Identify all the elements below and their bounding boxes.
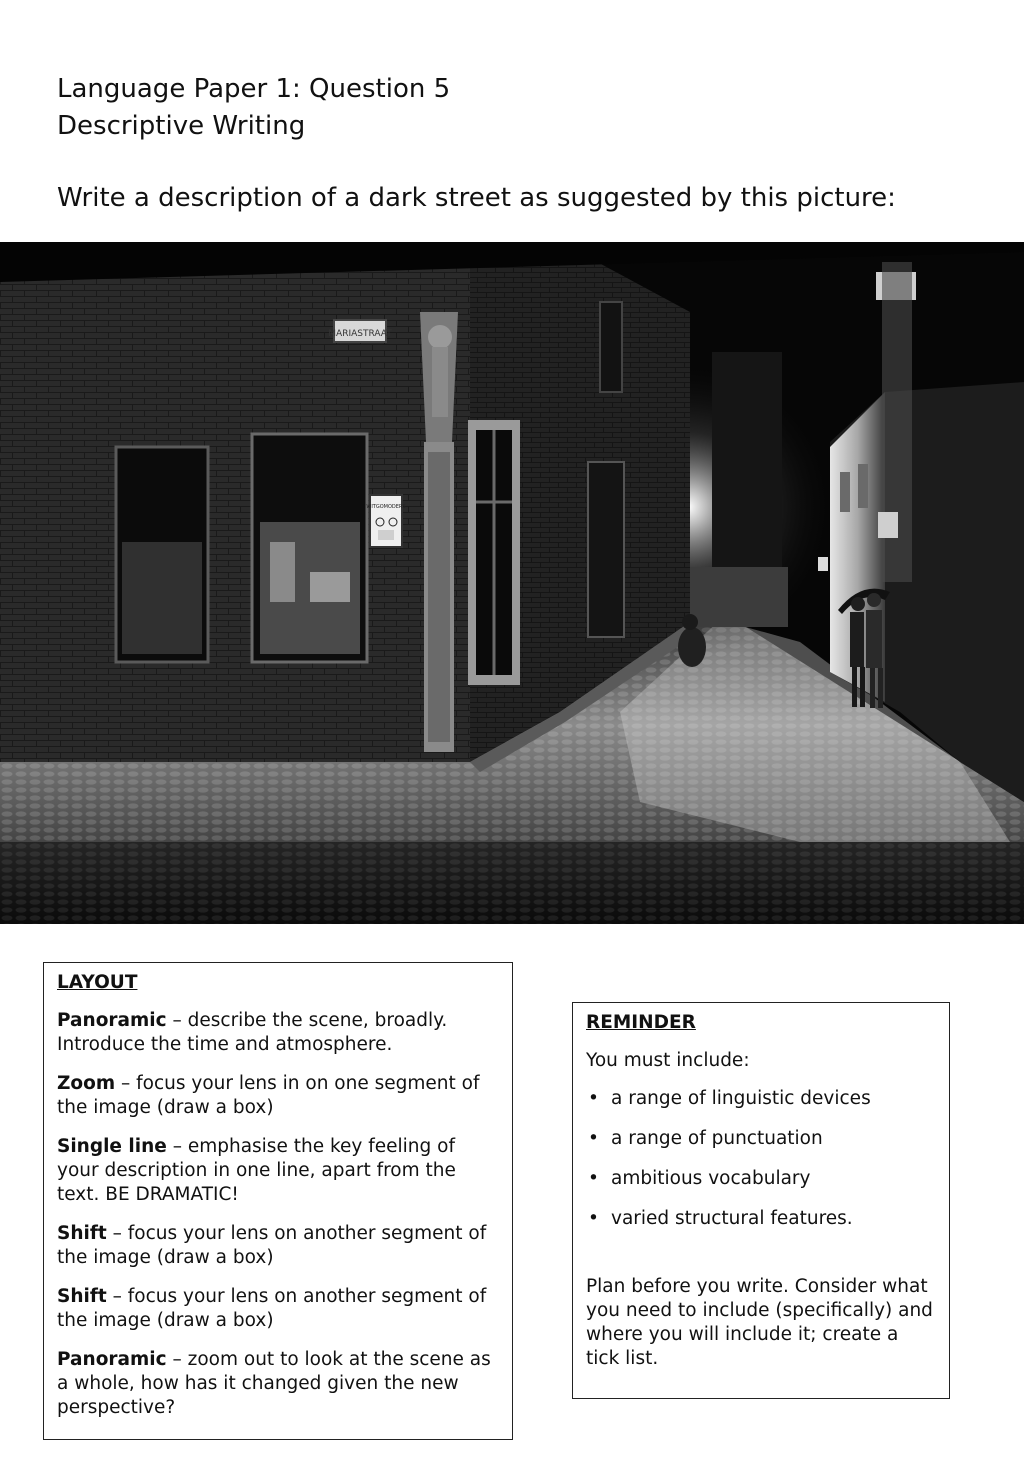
layout-term: Shift (57, 1286, 107, 1307)
layout-term: Shift (57, 1223, 107, 1244)
layout-item (57, 1135, 500, 1207)
layout-desc: – zoom out to look at the scene as a whole, how has it changed given the new perspective? (57, 1349, 491, 1418)
bullet-icon: • (588, 1168, 599, 1189)
reminder-heading: REMINDER (586, 1012, 696, 1033)
reminder-bullet-text: varied structural features. (611, 1208, 853, 1229)
reminder-intro: You must include: (586, 1050, 750, 1071)
layout-item (57, 1009, 500, 1057)
task-instruction: Write a description of a dark street as suggested by this picture: (57, 183, 896, 213)
layout-term: Zoom (57, 1073, 116, 1094)
layout-term: Single line (57, 1136, 167, 1157)
reminder-bullet-item (586, 1127, 937, 1151)
layout-item (57, 1348, 500, 1420)
reminder-bullet-item (586, 1087, 937, 1111)
layout-term: Panoramic (57, 1349, 167, 1370)
reminder-list (586, 1087, 937, 1231)
reminder-bullet-text: ambitious vocabulary (611, 1168, 811, 1189)
paper-title: Language Paper 1: Question 5 (57, 74, 451, 104)
layout-term: Panoramic (57, 1010, 167, 1031)
dark-street-photo (0, 242, 1024, 924)
bullet-icon: • (588, 1128, 599, 1149)
reminder-bullet-text: a range of punctuation (611, 1128, 823, 1149)
layout-desc: – emphasise the key feeling of your description in one line, apart from the text. BE DRAMATIC! (57, 1136, 456, 1205)
reminder-box (572, 1002, 950, 1399)
reminder-bullet-item (586, 1167, 937, 1191)
bullet-icon: • (588, 1208, 599, 1229)
svg-text:MARIASTRAAT: MARIASTRAAT (328, 329, 392, 339)
layout-item (57, 1072, 500, 1120)
layout-desc: – focus your lens in on one segment of the image (draw a box) (57, 1073, 480, 1118)
reminder-bullet-item (586, 1207, 937, 1231)
reminder-plan-text: Plan before you write. Consider what you need to include (specifically) and where you will include it; create a tick list. (586, 1276, 933, 1369)
layout-desc: – describe the scene, broadly. Introduce the time and atmosphere. (57, 1010, 448, 1055)
layout-item (57, 1222, 500, 1270)
layout-item (57, 1285, 500, 1333)
layout-box (43, 962, 513, 1440)
paper-subtitle: Descriptive Writing (57, 111, 306, 141)
bullet-icon: • (588, 1088, 599, 1109)
sign-text: WITGOMODERS (366, 504, 406, 510)
layout-heading: LAYOUT (57, 972, 138, 993)
reminder-bullet-text: a range of linguistic devices (611, 1088, 871, 1109)
layout-desc: – focus your lens on another segment of the image (draw a box) (57, 1223, 487, 1268)
layout-desc: – focus your lens on another segment of the image (draw a box) (57, 1286, 487, 1331)
